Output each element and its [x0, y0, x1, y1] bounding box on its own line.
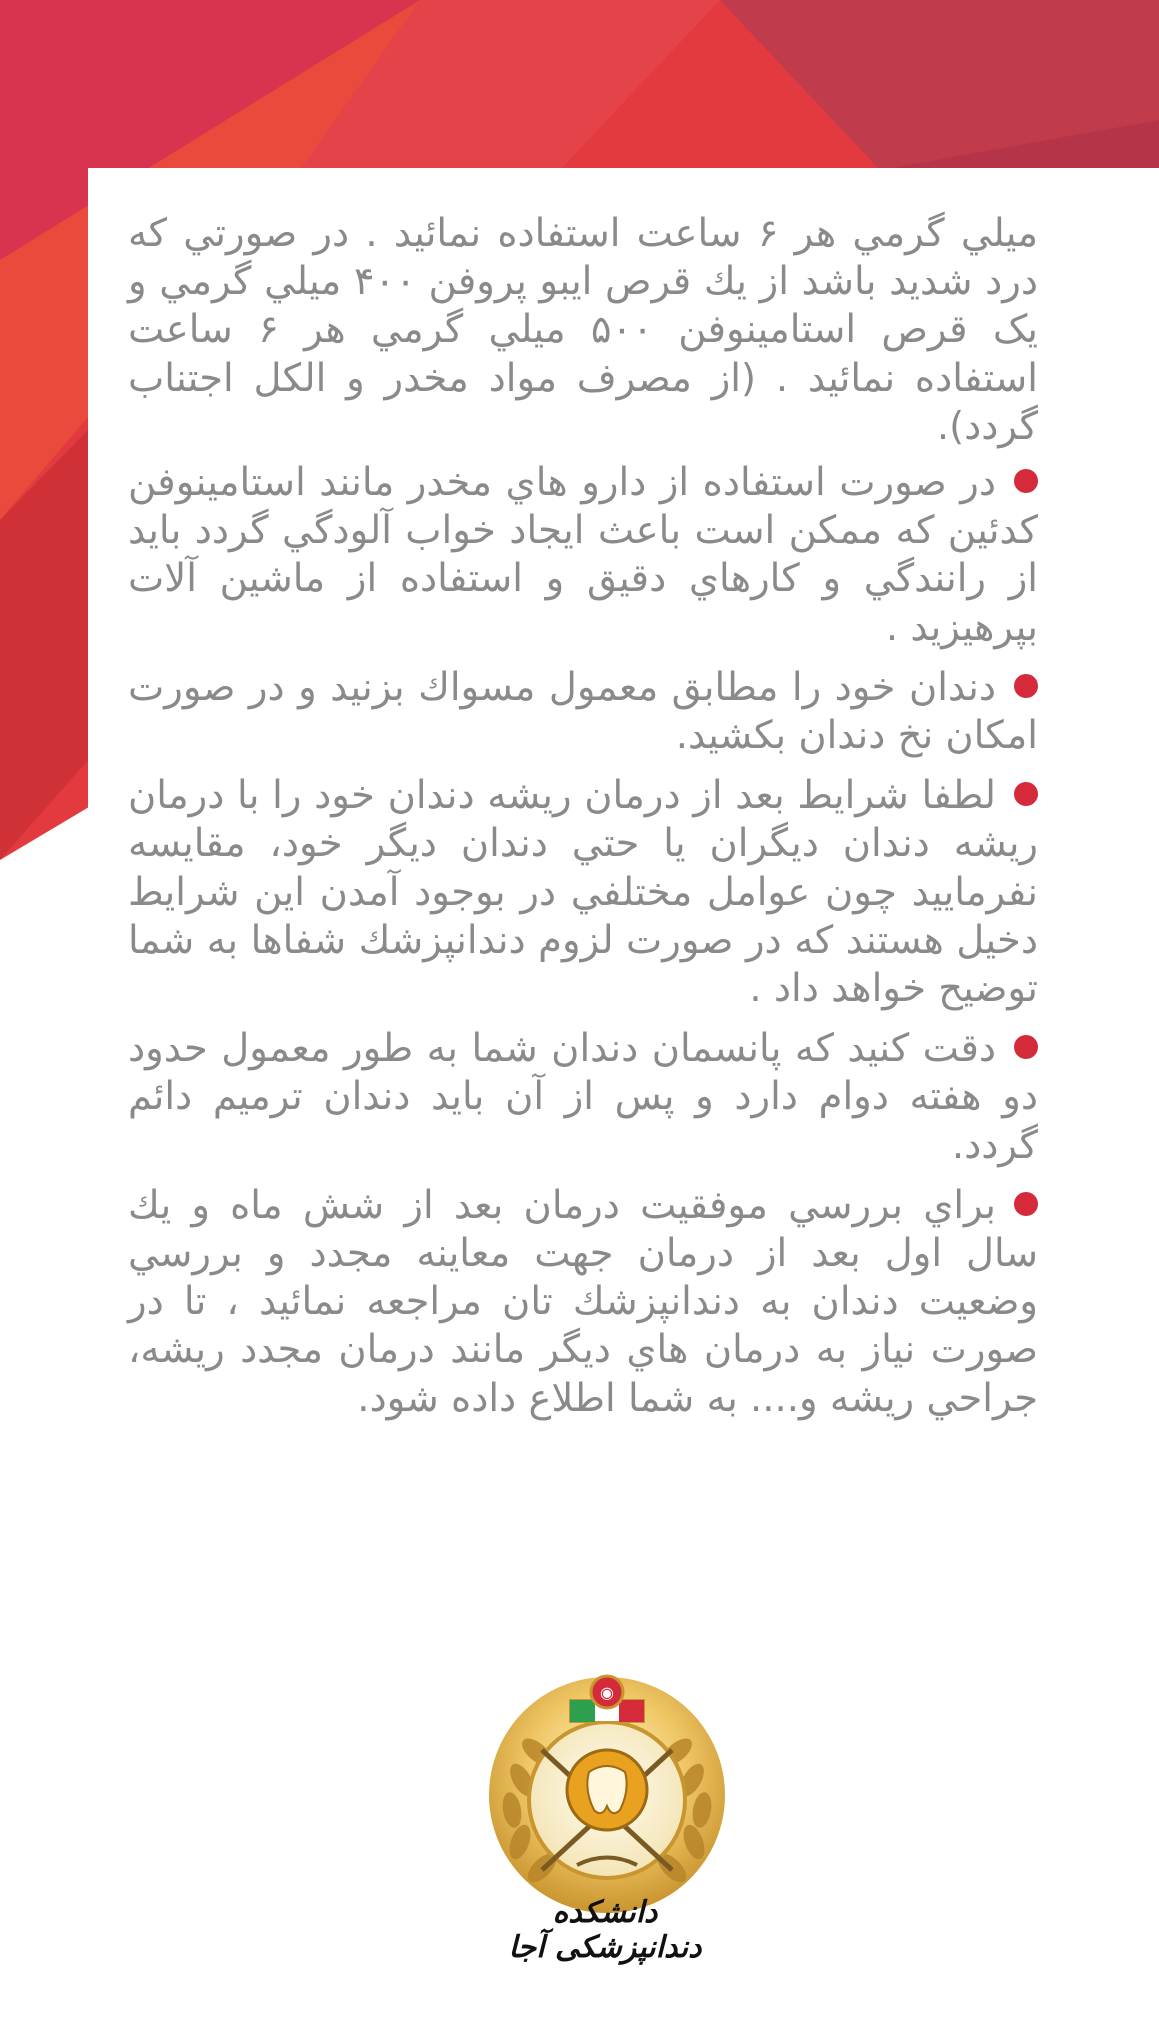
list-item: در صورت استفاده از دارو هاي مخدر مانند استامينوفن كدئين كه ممكن است باعث ايجاد خواب آلودگي گردد بايد از رانندگي و كارهاي دقيق و استفاده از ماشين آلات بپرهيزيد . [128, 460, 1038, 650]
list-item: دقت كنيد كه پانسمان دندان شما به طور معمول حدود دو هفته دوام دارد و پس از آن بايد دندان ترميم دائم گردد. [128, 1026, 1038, 1168]
school-caption: دانشکده دندانپزشکی آجا [508, 1895, 702, 1965]
svg-text:◉: ◉ [600, 1683, 614, 1702]
bullet-icon [1014, 1192, 1038, 1216]
bullet-icon [1014, 674, 1038, 698]
bullet-icon [1014, 1035, 1038, 1059]
bullet-icon [1014, 782, 1038, 806]
instructions-text [128, 210, 1038, 1435]
intro-paragraph: ميلي گرمي هر ۶ ساعت استفاده نمائيد . در صورتي كه درد شديد باشد از يك قرص ايبو پروفن ۴۰۰ ميلي گرمي و يک قرص استامينوفن ۵۰۰ ميلي گرمي هر ۶ ساعت استفاده نمائيد . (از مصرف مواد مخدر و الكل اجتناب گردد). [128, 211, 1039, 449]
list-item: براي بررسي موفقيت درمان بعد از شش ماه و يك سال اول بعد از درمان جهت معاينه مجدد و بررسي وضعيت دندان به دندانپزشك تان مراجعه نمائيد ، تا در صورت نياز به درمان هاي ديگر مانند درمان مجدد ريشه، جراحي ريشه و.... به شما اطلاع داده شود. [128, 1182, 1038, 1421]
list-item: دندان خود را مطابق معمول مسواك بزنيد و در صورت امكان نخ دندان بكشيد. [128, 664, 1038, 759]
bullet-icon [1014, 469, 1038, 493]
list-item: لطفا شرايط بعد از درمان ريشه دندان خود را با درمان ريشه دندان ديگران يا حتي دندان ديگر خود، مقايسه نفرماييد چون عوامل مختلفي در بوجود آمدن اين شرايط دخيل هستند كه در صورت لزوم دندانپزشك شفاها به شما توضيح خواهد داد . [128, 773, 1038, 1012]
dental-school-emblem-icon [482, 1660, 732, 1920]
